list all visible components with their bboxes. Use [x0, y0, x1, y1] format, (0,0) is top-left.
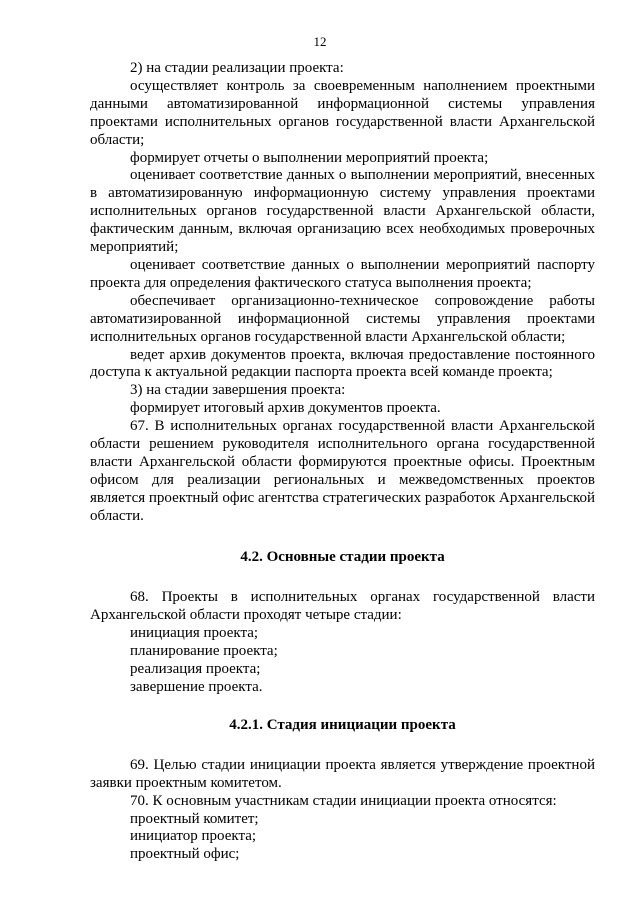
paragraph: осуществляет контроль за своевременным наполнением проектными данными автоматизированной информационной системы управления проектами исполнительных органов государственной власти Архангельской области; — [90, 77, 595, 148]
paragraph-70: 70. К основным участникам стадии инициации проекта относятся: — [130, 792, 557, 809]
section-heading-4-2: 4.2. Основные стадии проекта — [240, 548, 445, 565]
list-item: проектный комитет; — [130, 810, 259, 827]
list-item: реализация проекта; — [130, 661, 261, 678]
paragraph: 2) на стадии реализации проекта: — [130, 60, 344, 76]
page-number: 12 — [313, 34, 327, 49]
paragraph-68: 68. Проекты в исполнительных органах государственной власти Архангельской области проходят четыре стадии: — [90, 589, 595, 624]
paragraph: формирует итоговый архив документов проекта. — [130, 400, 441, 417]
paragraph: ведет архив документов проекта, включая предоставление постоянного доступа к актуальной редакции паспорта проекта всей команде проекта; — [90, 346, 595, 381]
paragraph-69: 69. Целью стадии инициации проекта является утверждение проектной заявки проектным комитетом. — [90, 756, 595, 791]
paragraph: формирует отчеты о выполнении мероприятий проекта; — [130, 149, 489, 166]
list-item: завершение проекта. — [130, 679, 263, 695]
list-item: проектный офис; — [130, 846, 240, 863]
paragraph-67: 67. В исполнительных органах государственной власти Архангельской области решением руководителя исполнительного органа государственной власти Архангельской области формируются проектные офисы. Проектным офисом для реализации региональных и межведомственных проектов является проектный офис агентства стратегических разработок Архангельской области. — [90, 418, 595, 524]
paragraph: обеспечивает организационно-техническое сопровождение работы автоматизированной информационной системы управления проектами исполнительных органов государственной власти Архангельской области; — [90, 292, 595, 345]
list-item: инициация проекта; — [130, 625, 259, 642]
paragraph: 3) на стадии завершения проекта: — [130, 382, 346, 399]
page-body — [90, 60, 595, 864]
list-item: планирование проекта; — [130, 643, 278, 660]
section-heading-4-2-1: 4.2.1. Стадия инициации проекта — [229, 716, 456, 733]
list-item: инициатор проекта; — [130, 828, 257, 845]
paragraph: оценивает соответствие данных о выполнении мероприятий, внесенных в автоматизированную информационную систему управления проектами исполнительных органов государственной власти Архангельской области, фактическим данным, включая организацию всех необходимых проверочных мероприятий; — [90, 167, 595, 256]
paragraph: оценивает соответствие данных о выполнении мероприятий паспорту проекта для определения фактического статуса выполнения проекта; — [90, 256, 595, 291]
